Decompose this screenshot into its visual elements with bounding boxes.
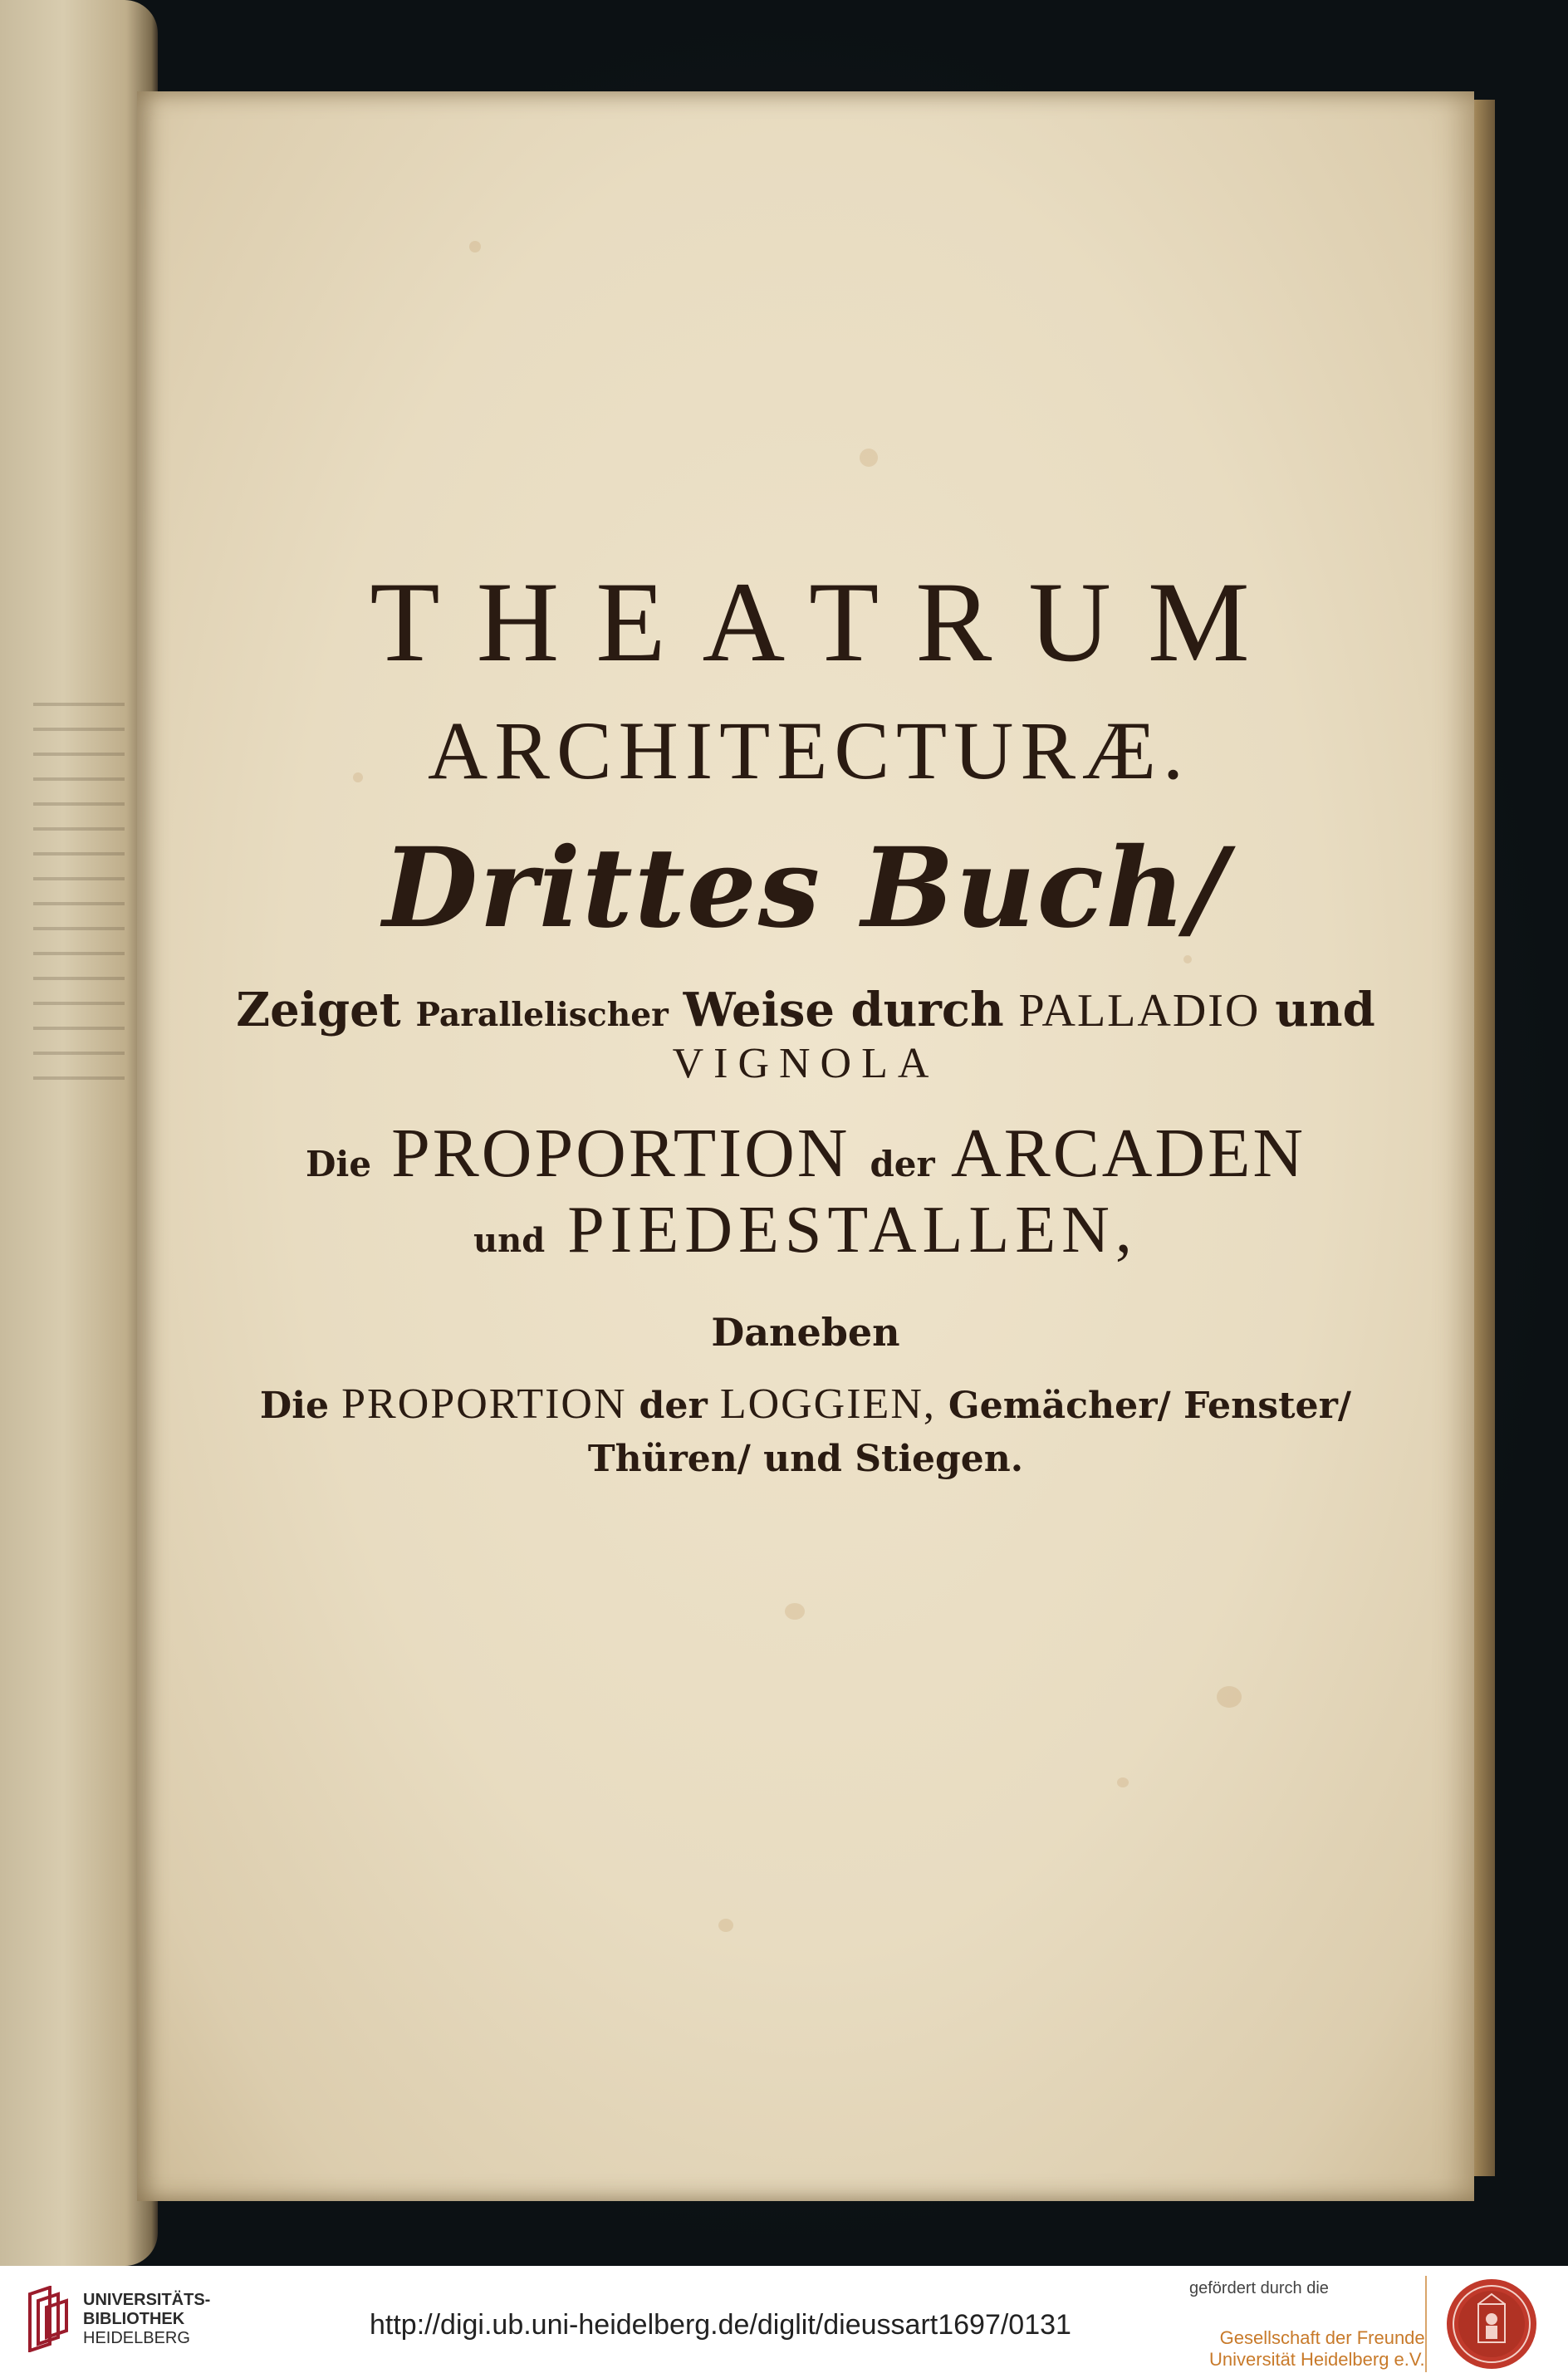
word-palladio: PALLADIO [1018, 985, 1261, 1037]
subtitle-piedestallen [137, 1194, 1474, 1267]
word-der-2: der [639, 1384, 708, 1427]
word-proportion-2: PROPORTION [341, 1380, 627, 1428]
word-loggien: LOGGIEN, [719, 1380, 936, 1428]
subtitle-proportion-arcaden [137, 1115, 1474, 1192]
word-der: der [870, 1144, 935, 1184]
university-seal-icon [1442, 2276, 1541, 2372]
word-gemaecher-fenster: Gemächer/ Fenster/ [948, 1384, 1352, 1427]
facing-page-edge [0, 0, 158, 2266]
word-die: Die [305, 1144, 372, 1184]
subtitle-thueren-stiegen: Thüren/ und Stiegen. [587, 1438, 1024, 1480]
foxing-spot [469, 241, 481, 253]
library-name-line2: BIBLIOTHEK [83, 2310, 185, 2328]
foxing-spot [1117, 1777, 1129, 1787]
sponsor-name [1209, 2327, 1425, 2371]
foxing-spot [860, 449, 878, 467]
sponsor-name-line1: Gesellschaft der Freunde [1219, 2327, 1425, 2348]
subtitle-proportion-loggien [137, 1380, 1474, 1428]
foxing-spot [1217, 1686, 1242, 1708]
title-theatrum: THEATRUM [370, 558, 1286, 685]
word-parallelischer: Parallelischer [415, 996, 669, 1034]
library-name [83, 2291, 210, 2348]
word-daneben: Daneben [711, 1310, 900, 1355]
word-und: und [1275, 983, 1375, 1037]
word-zeiget: Zeiget [236, 983, 401, 1037]
word-die-2: Die [259, 1384, 330, 1427]
permalink-url[interactable]: http://digi.ub.uni-heidelberg.de/diglit/dieussart1697/0131 [370, 2309, 1071, 2341]
foxing-spot [718, 1919, 733, 1932]
title-architecturae: ARCHITECTURÆ. [428, 704, 1190, 797]
subtitle-vignola: VIGNOLA [672, 1040, 939, 1087]
subtitle-zeiget-line [137, 983, 1474, 1037]
title-drittes-buch: Drittes Buch/ [382, 824, 1229, 953]
library-name-line3: HEIDELBERG [83, 2329, 190, 2347]
title-text-block [137, 558, 1474, 1480]
sponsor-name-line2: Universität Heidelberg e.V. [1209, 2349, 1425, 2370]
foxing-spot [785, 1603, 805, 1620]
library-logo-icon [25, 2286, 71, 2352]
facing-page-text-shadow [33, 681, 125, 1080]
word-piedestallen: PIEDESTALLEN, [567, 1194, 1138, 1267]
library-name-line1: UNIVERSITÄTS- [83, 2291, 211, 2309]
word-proportion: PROPORTION [391, 1115, 850, 1192]
sponsor-intro: gefördert durch die [1189, 2279, 1329, 2297]
word-arcaden: ARCADEN [951, 1115, 1306, 1192]
footer-divider [1425, 2276, 1427, 2372]
word-und-2: und [473, 1221, 546, 1260]
word-weise-durch: Weise durch [683, 983, 1004, 1037]
